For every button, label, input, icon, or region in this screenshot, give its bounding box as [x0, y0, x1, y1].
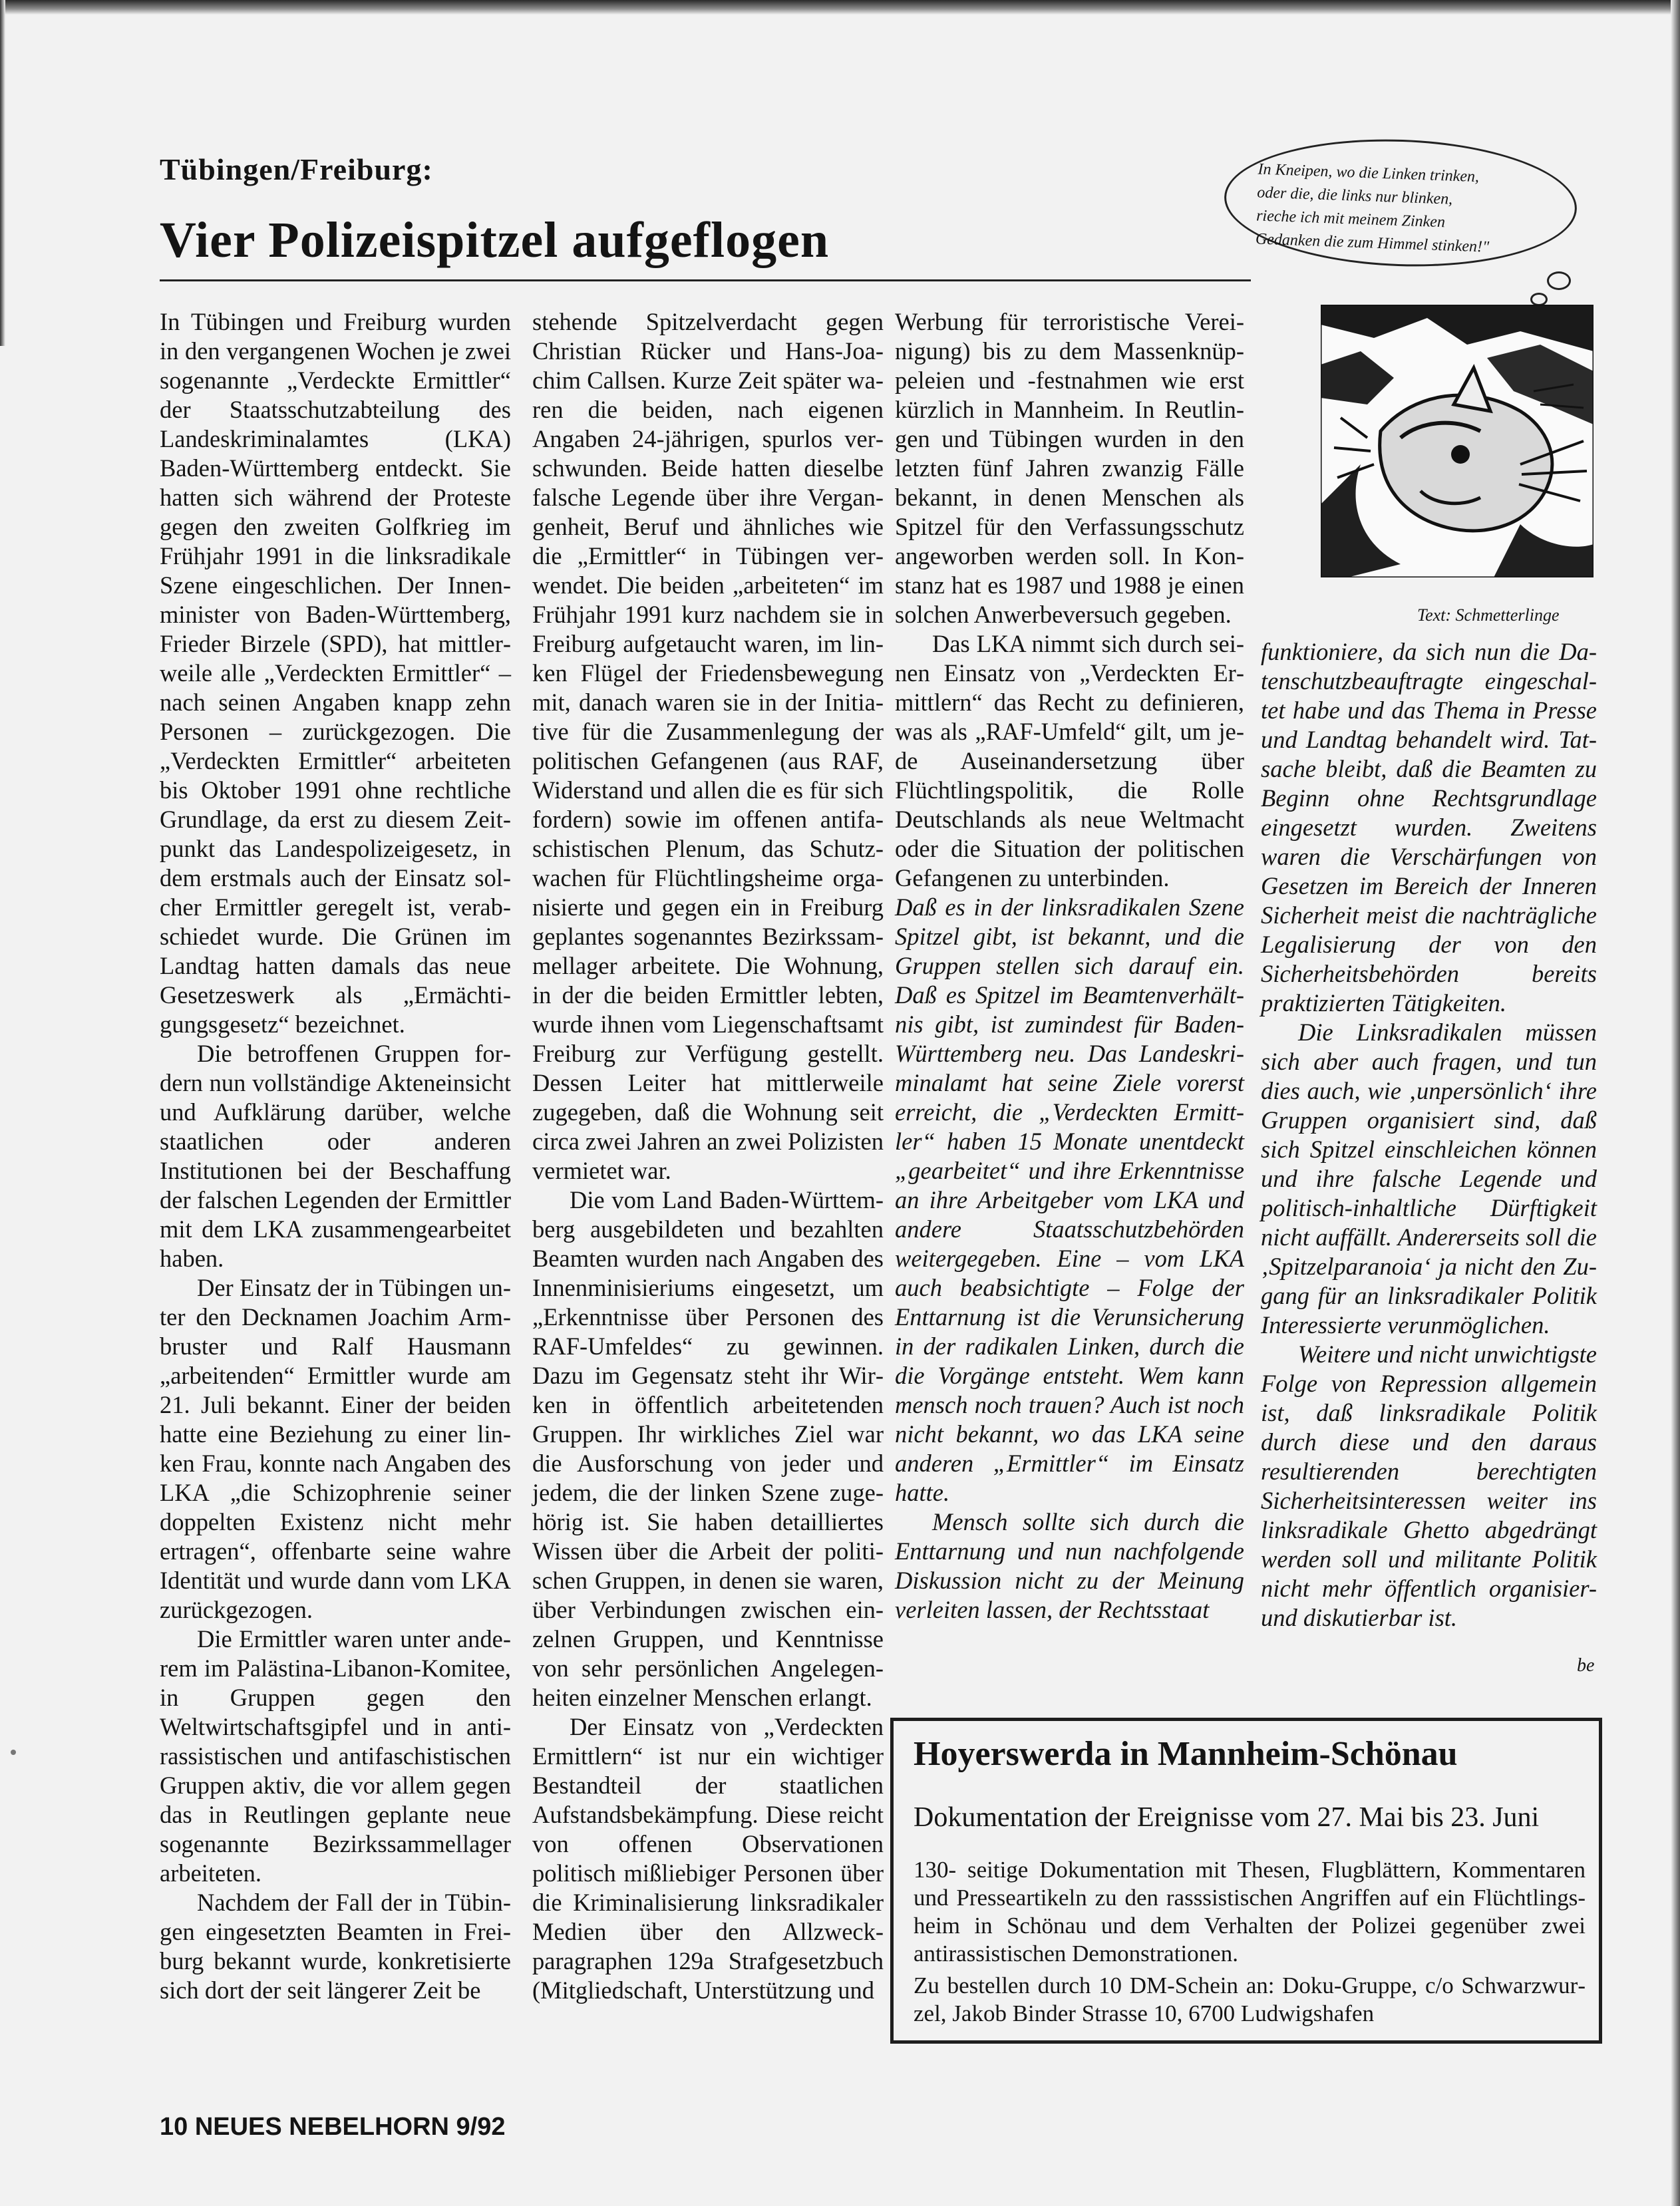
author-signature: be	[1577, 1655, 1595, 1676]
article-paragraph-italic: Mensch sollte sich durch die Enttarnung und nun nachfolgende Diskussion nicht zu der Meinung verleiten lassen, der Rechtsstaat	[895, 1508, 1244, 1623]
thought-line: rieche ich mit meinem Zinken	[1256, 207, 1446, 232]
article-paragraph: stehende Spitzelverdacht gegen Christian Rücker und Hans-Joachim Callsen. Kurze Zeit später waren die beiden, nach eigenen Angaben 24-jährigen, spurlos verschwunden. Beide hatten dieselbe falsche Legende über ihre Vergangenheit, Beruf und ähnliches wie die „Ermittler“ in Tübingen verwendet. Die beiden „arbeiteten“ im Frühjahr 1991 kurz nachdem sie in Freiburg aufgetaucht waren, im linken Flügel der Friedensbewegung mit, danach waren sie in der Initiative für die Zusammenlegung der politischen Gefangenen (aus RAF, Widerstand und allen die es für sich fordern) sowie im offenen antifaschistischen Plenum, das Schutzwachen für Flüchtlingsheime organisierte und gegen ein in Freiburg geplantes sogenanntes Bezirkssammellager arbeitete. Die Wohnung, in der die beiden Ermittler lebten, wurde ihnen vom Liegenschaftsamt Freiburg zur Verfügung gestellt. Dessen Leiter hat mittlerweile zugegeben, daß die Wohnung seit circa zwei Jahren an zwei Polizisten vermietet war.	[532, 308, 884, 1184]
article-kicker: Tübingen/Freiburg:	[160, 152, 433, 186]
ad-order-info: Zu bestellen durch 10 DM-Schein an: Doku-Gruppe, c/o Schwarzwurzel, Jakob Binder Strasse 10, 6700 Ludwigshafen	[914, 1972, 1586, 2026]
article-paragraph-italic: Die Linksradikalen müssen sich aber auch fragen, und tun dies auch, wie ‚unpersönlich‘ ihre Gruppen organisiert sind, daß sich Spitzel einschleichen können und ihre falsche Legende und politisch-inhaltliche Dürftigkeit nicht auffällt. Andererseits soll die ‚Spitzelparanoia‘ ja nicht den Zugang für an linksradikaler Politik Interessierte verunmöglichen.	[1261, 1019, 1597, 1339]
article-paragraph-italic: Weitere und nicht unwichtigste Folge von Repression allgemein ist, daß linksradikale Politik durch diese und den daraus resultierenden berechtigten Sicherheitsinteressen weiter ins linksradikale Ghetto abgedrängt werden soll und militante Politik nicht mehr öffentlich organisier- und diskutierbar ist.	[1261, 1340, 1597, 1631]
page-footer: 10 NEUES NEBELHORN 9/92	[160, 2113, 506, 2141]
article-paragraph: In Tübingen und Freiburg wurden in den vergangenen Wochen je zwei sogenannte „Verdeckte Ermittler“ der Staatsschutzabteilung des Landeskriminalamtes (LKA) Baden-Württemberg entdeckt. Sie hatten sich während der Proteste gegen den zweiten Golfkrieg im Frühjahr 1991 in die linksradikale Szene eingeschlichen. Der Innenminister von Baden-Württemberg, Frieder Birzele (SPD), hat mittlerweile alle „Verdeckten Ermittler“ – nach seinen Angaben knapp zehn Personen – zurückgezogen. Die „Verdeckten Ermittler“ arbeiteten bis Oktober 1991 ohne rechtliche Grundlage, da erst zu diesem Zeitpunkt das Landespolizeigesetz, in dem erstmals auch der Einsatz solcher Ermittler geregelt ist, verabschiedet wurde. Die Grünen im Landtag hatten damals das neue Gesetzeswerk als „Ermächtigungsgesetz“ bezeichnet.	[160, 308, 511, 1038]
thought-bubble-dot	[1547, 271, 1571, 290]
scan-edge-right	[1671, 0, 1680, 2206]
article-paragraph: Die betroffenen Gruppen fordern nun vollständige Akteneinsicht und Aufklärung darüber, welche staatlichen oder anderen Institutionen bei der Beschaffung der falschen Legenden der Ermittler mit dem LKA zusammengearbeitet haben.	[160, 1040, 511, 1272]
ad-description: 130- seitige Dokumentation mit Thesen, Flugblättern, Kommentaren und Presseartikeln zu den rasssistischen Angriffen auf ein Flüchtlingsheim in Schönau und dem Verhalten der Polizei gegenüber zwei antirassistischen Demonstrationen.	[914, 1857, 1586, 1967]
ad-title: Hoyerswerda in Mannheim-Schönau	[914, 1735, 1458, 1773]
article-paragraph: Der Einsatz von „Verdeckten Ermittlern“ ist nur ein wichtiger Bestandteil der staatlichen Aufstandsbekämpfung. Diese reicht von offenen Observationen politisch mißliebiger Personen über die Kriminalisierung linksradikaler Medien über den Allzweckparagraphen 129a Strafgesetzbuch (Mitgliedschaft, Unterstützung und	[532, 1713, 884, 2004]
article-paragraph: Nachdem der Fall der in Tübingen eingesetzten Beamten in Freiburg bekannt wurde, konkretisierte sich dort der seit längerer Zeit be	[160, 1889, 511, 2004]
thought-line: In Kneipen, wo die Linken trinken,	[1258, 160, 1480, 186]
article-column-1	[160, 307, 511, 2005]
thought-line: Gedanken die zum Himmel stinken!"	[1255, 230, 1490, 256]
thought-bubble-dot	[1530, 293, 1548, 306]
headline-rule	[160, 279, 1251, 281]
thought-line: oder die, die links nur blinken,	[1256, 184, 1453, 208]
article-paragraph-italic: Daß es in der linksradikalen Szene Spitzel gibt, ist bekannt, und die Gruppen stellen sich darauf ein. Daß es Spitzel im Beamtenverhältnis gibt, ist zumindest für Baden-Württemberg neu. Das Landeskriminalamt hat seine Ziele vorerst erreicht, die „Verdeckten Ermittler“ haben 15 Monate unentdeckt „gearbeitet“ und ihre Erkenntnisse an ihre Arbeitgeber vom LKA und andere Staatsschutzbehörden weitergegeben. Eine – vom LKA auch beabsichtigte – Folge der Enttarnung ist die Verunsicherung in der radikalen Linken, durch die die Vorgänge entsteht. Wem kann mensch noch trauen? Auch ist noch nicht bekannt, wo das LKA seine anderen „Ermittler“ im Einsatz hatte.	[895, 893, 1244, 1506]
thought-bubble	[1222, 134, 1579, 272]
scan-edge-left	[0, 0, 5, 346]
article-paragraph-italic: funktioniere, da sich nun die Datenschutzbeauftragte eingeschaltet habe und das Thema in Presse und Landtag behandelt wird. Tatsache bleibt, daß die Beamten zu Beginn ohne Rechtsgrundlage eingesetzt wurden. Zweitens waren die Verschärfungen von Gesetzen im Bereich der Inneren Sicherheit meist die nachträgliche Legalisierung der von den Sicherheitsbehörden bereits praktizierten Tätigkeiten.	[1261, 638, 1597, 1017]
rat-cartoon-illustration	[1321, 305, 1594, 577]
article-paragraph: Das LKA nimmt sich durch seinen Einsatz von „Verdeckten Ermittlern“ das Recht zu definieren, was als „RAF-Umfeld“ gilt, um jede Auseinandersetzung über Flüchtlingspolitik, die Rolle Deutschlands als neue Weltmacht oder die Situation der politischen Gefangenen zu unterbinden.	[895, 630, 1244, 891]
scan-speck	[11, 1750, 16, 1755]
scan-edge-top	[0, 0, 1680, 15]
illustration-credit: Text: Schmetterlinge	[1417, 605, 1560, 625]
article-column-3	[895, 307, 1244, 1625]
documentation-ad-box	[890, 1718, 1602, 2044]
article-paragraph: Der Einsatz der in Tübingen unter den Decknamen Joachim Armbruster und Ralf Hausmann „arbeitenden“ Ermittler wurde am 21. Juli bekannt. Einer der beiden hatte eine Beziehung zu einer linken Frau, konnte nach Angaben des LKA „die Schizophrenie seiner doppelten Existenz nicht mehr ertragen“, offenbarte seine wahre Identität und wurde dann vom LKA zurückgezogen.	[160, 1274, 511, 1623]
article-paragraph: Die Ermittler waren unter anderem im Palästina-Libanon-Komitee, in Gruppen gegen den Weltwirtschaftsgipfel und in antirassistischen und antifaschistischen Gruppen aktiv, die vor allem gegen das in Reutlingen geplante neue sogenannte Bezirkssammellager arbeiteten.	[160, 1625, 511, 1887]
article-column-2	[532, 307, 884, 2005]
article-column-4	[1261, 637, 1597, 1633]
article-paragraph: Werbung für terroristische Vereinigung) bis zu dem Massenknüppeleien und -festnahmen wie erst kürzlich in Mannheim. In Reutlingen und Tübingen wurden in den letzten fünf Jahren zwanzig Fälle bekannt, in denen Menschen als Spitzel für den Verfassungsschutz angeworben werden soll. In Konstanz hat es 1987 und 1988 je einen solchen Anwerbeversuch gegeben.	[895, 308, 1244, 628]
ad-subtitle: Dokumentation der Ereignisse vom 27. Mai bis 23. Juni	[914, 1802, 1540, 1833]
article-headline: Vier Polizeispitzel aufgeflogen	[160, 212, 830, 268]
article-paragraph: Die vom Land Baden-Württemberg ausgebildeten und bezahlten Beamten wurden nach Angaben des Innenminisieriums eingesetzt, um „Erkenntnisse über Personen des RAF-Umfeldes“ zu gewinnen. Dazu im Gegensatz steht ihr Wirken in öffentlich arbeitetenden Gruppen. Ihr wirkliches Ziel war die Ausforschung von jeder und jedem, die der linken Szene zugehörig ist. Sie haben detailliertes Wissen über die Arbeit der politischen Gruppen, in denen sie waren, über Verbindungen zwischen einzelnen Gruppen, und Kenntnisse von sehr persönlichen Angelegenheiten einzelner Menschen erlangt.	[532, 1186, 884, 1711]
